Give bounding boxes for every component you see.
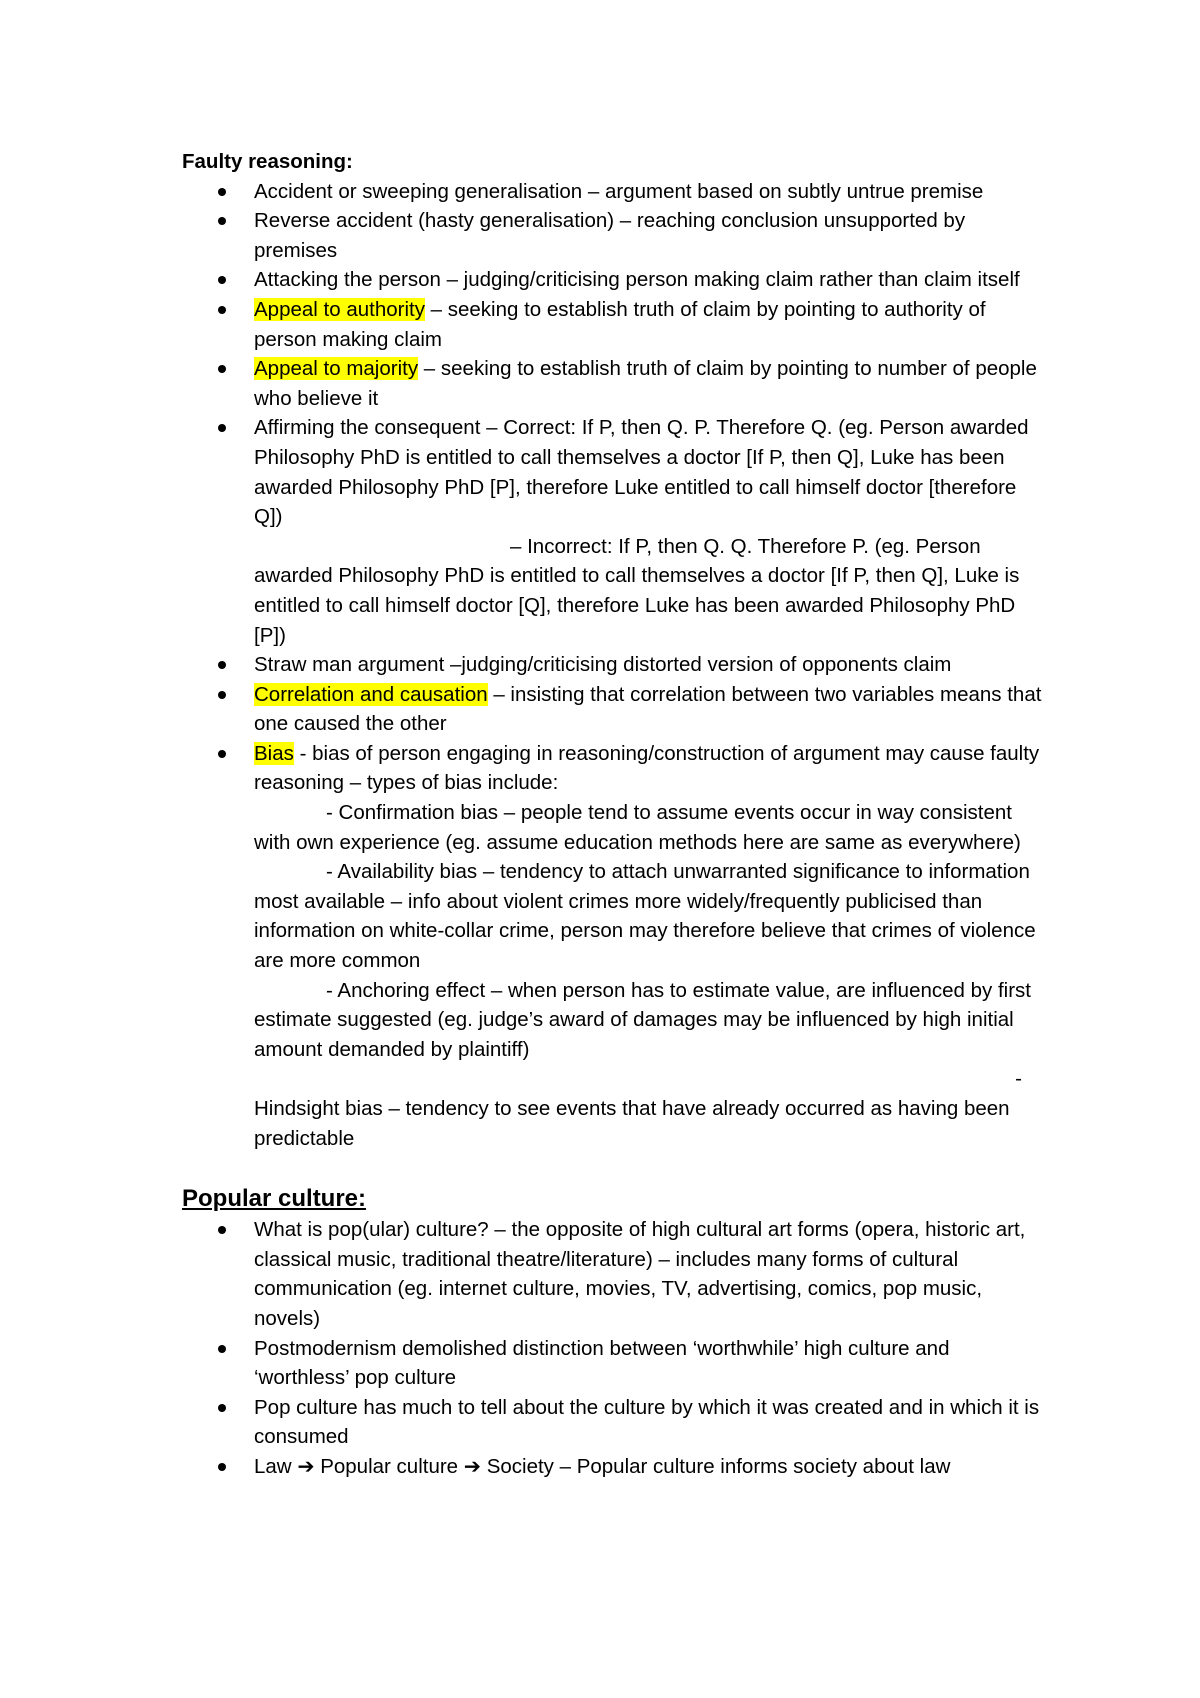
list-item: Appeal to majority – seeking to establish truth of claim by pointing to number of people who believe it <box>182 354 1042 413</box>
list-item: Reverse accident (hasty generalisation) – reaching conclusion unsupported by premises <box>182 206 1042 265</box>
list-item: Pop culture has much to tell about the culture by which it was created and in which it is consumed <box>182 1393 1042 1452</box>
bullet-icon <box>218 306 226 314</box>
list-item: Accident or sweeping generalisation – argument based on subtly untrue premise <box>182 177 1042 207</box>
list-item: Bias - bias of person engaging in reasoning/construction of argument may cause faulty reasoning – types of bias include: - Confirmation bias – people tend to assume events occur in way consistent with own experience (eg. assume education methods here are same as everywhere) - Availability bias – tendency to attach unwarranted significance to information most available – info about violent crimes more widely/frequently publicised than information on white-collar crime, person may therefore believe that crimes of violence are more common - Anchoring effect – when person has to estimate value, are influenced by first estimate suggested (eg. judge’s award of damages may be influenced by high initial amount demanded by plaintiff) - Hindsight bias – tendency to see events that have already occurred as having been predictable <box>182 739 1042 1153</box>
bullet-icon <box>218 691 226 699</box>
anchoring-effect-text: - Anchoring effect – when person has to estimate value, are influenced by first estimate suggested (eg. judge’s award of damages may be influenced by high initial amount demanded by plaintiff) <box>254 978 1031 1061</box>
list-item: Straw man argument –judging/criticising distorted version of opponents claim <box>182 650 1042 680</box>
arrow-icon: ➔ <box>463 1454 481 1478</box>
highlighted-term: Correlation and causation <box>254 682 488 706</box>
list-item: Affirming the consequent – Correct: If P, then Q. P. Therefore Q. (eg. Person awarded Philosophy PhD is entitled to call themselves a doctor [If P, then Q], Luke has been awarded Philosophy PhD [P], therefore Luke entitled to call himself doctor [therefore Q]) – Incorrect: If P, then Q. Q. Therefore P. (eg. Person awarded Philosophy PhD is entitled to call themselves a doctor [If P, then Q], Luke is entitled to call himself doctor [Q], therefore Luke has been awarded Philosophy PhD [P]) <box>182 413 1042 650</box>
list-item: Appeal to authority – seeking to establish truth of claim by pointing to authority of person making claim <box>182 295 1042 354</box>
availability-bias-text: - Availability bias – tendency to attach unwarranted significance to information most available – info about violent crimes more widely/frequently publicised than information on white-collar crime, person may therefore believe that crimes of violence are more common <box>254 860 1036 973</box>
hindsight-bias-text: Hindsight bias – tendency to see events that have already occurred as having been predictable <box>254 1097 1010 1150</box>
bullet-icon <box>218 217 226 225</box>
list-item: Correlation and causation – insisting that correlation between two variables means that one caused the other <box>182 680 1042 739</box>
confirmation-bias-text: - Confirmation bias – people tend to assume events occur in way consistent with own experience (eg. assume education methods here are same as everywhere) <box>254 801 1021 854</box>
document-body <box>182 147 1042 1482</box>
incorrect-example-lead: – Incorrect: If P, then Q. Q. Therefore P. (eg. Person <box>510 534 981 558</box>
bullet-icon <box>218 1226 226 1234</box>
arrow-icon: ➔ <box>297 1454 315 1478</box>
bullet-icon <box>218 424 226 432</box>
highlighted-term: Appeal to majority <box>254 357 419 381</box>
popular-culture-list <box>182 1215 1042 1481</box>
bullet-icon <box>218 188 226 196</box>
incorrect-example-text: awarded Philosophy PhD is entitled to call themselves a doctor [If P, then Q], Luke is entitled to call himself doctor [Q], therefore Luke has been awarded Philosophy PhD [P]) <box>254 564 1020 647</box>
stray-dash: - <box>1015 1067 1022 1091</box>
bullet-icon <box>218 661 226 669</box>
bullet-icon <box>218 1463 226 1471</box>
list-item: Postmodernism demolished distinction between ‘worthwhile’ high culture and ‘worthless’ pop culture <box>182 1334 1042 1393</box>
popular-culture-heading: Popular culture: <box>182 1185 367 1213</box>
bullet-icon <box>218 276 226 284</box>
faulty-reasoning-heading: Faulty reasoning: <box>182 150 353 173</box>
list-item: What is pop(ular) culture? – the opposite of high cultural art forms (opera, historic art, classical music, traditional theatre/literature) – includes many forms of cultural communication (eg. internet culture, movies, TV, advertising, comics, pop music, novels) <box>182 1215 1042 1333</box>
bullet-icon <box>218 1404 226 1412</box>
highlighted-term: Appeal to authority <box>254 297 425 321</box>
faulty-reasoning-list <box>182 177 1042 1154</box>
bullet-icon <box>218 365 226 373</box>
list-item: Law ➔ Popular culture ➔ Society – Popular culture informs society about law <box>182 1452 1042 1482</box>
highlighted-term: Bias <box>254 741 294 765</box>
bullet-icon <box>218 750 226 758</box>
list-item: Attacking the person – judging/criticising person making claim rather than claim itself <box>182 265 1042 295</box>
bullet-icon <box>218 1345 226 1353</box>
